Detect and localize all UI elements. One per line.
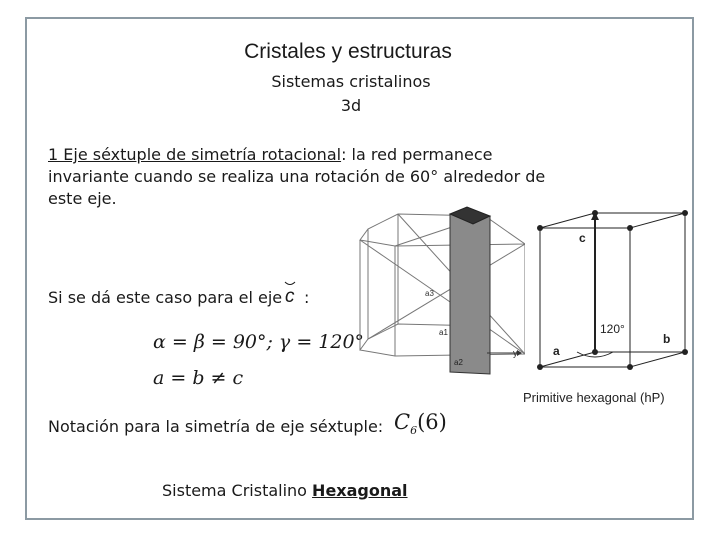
c-vector-symbol [283,277,297,311]
slide-subtitle: Sistemas cristalinos [271,72,431,91]
primitive-hexagonal-diagram [515,200,695,390]
label-angle: 120° [600,322,625,336]
label-y: y [513,348,518,358]
label-a3: a3 [425,289,434,298]
figure-caption: Primitive hexagonal (hP) [523,390,665,405]
notation-subscript: 6 [410,424,418,438]
notation-symbol [394,410,447,437]
label-a2: a2 [454,358,463,367]
crystal-system-name: Hexagonal [312,481,408,500]
hexagonal-prism-diagram [355,204,525,386]
angle-equation: α = β = 90°; γ = 120° [153,331,365,353]
sextuple-axis-description: : la red permanece invariante cuando se realiza una rotación de 60° alrededor de este eje. [48,145,546,208]
notation-paren: (6) [417,410,447,434]
notation-text: Notación para la simetría de eje séxtuple: [48,417,384,436]
case-text: Si se dá este caso para el eje [48,288,283,307]
slide-title: Cristales y estructuras [244,40,452,63]
shaded-prism-face [450,214,490,374]
crystal-system-line [162,481,408,500]
notation-c: C [394,410,411,434]
c-vector-letter: c [285,286,295,307]
lattice-equation: a = b ≠ c [153,367,244,389]
label-c: c [579,231,586,245]
label-b: b [663,332,671,346]
slide-level: 3d [340,96,362,115]
case-colon: : [304,288,310,307]
crystal-system-prefix: Sistema Cristalino [162,481,313,500]
label-a1: a1 [439,328,448,337]
vector-arrow-icon [283,277,297,307]
sextuple-axis-paragraph [48,144,568,210]
label-a: a [553,344,560,358]
sextuple-axis-heading: 1 Eje séxtuple de simetría rotacional [48,145,342,164]
